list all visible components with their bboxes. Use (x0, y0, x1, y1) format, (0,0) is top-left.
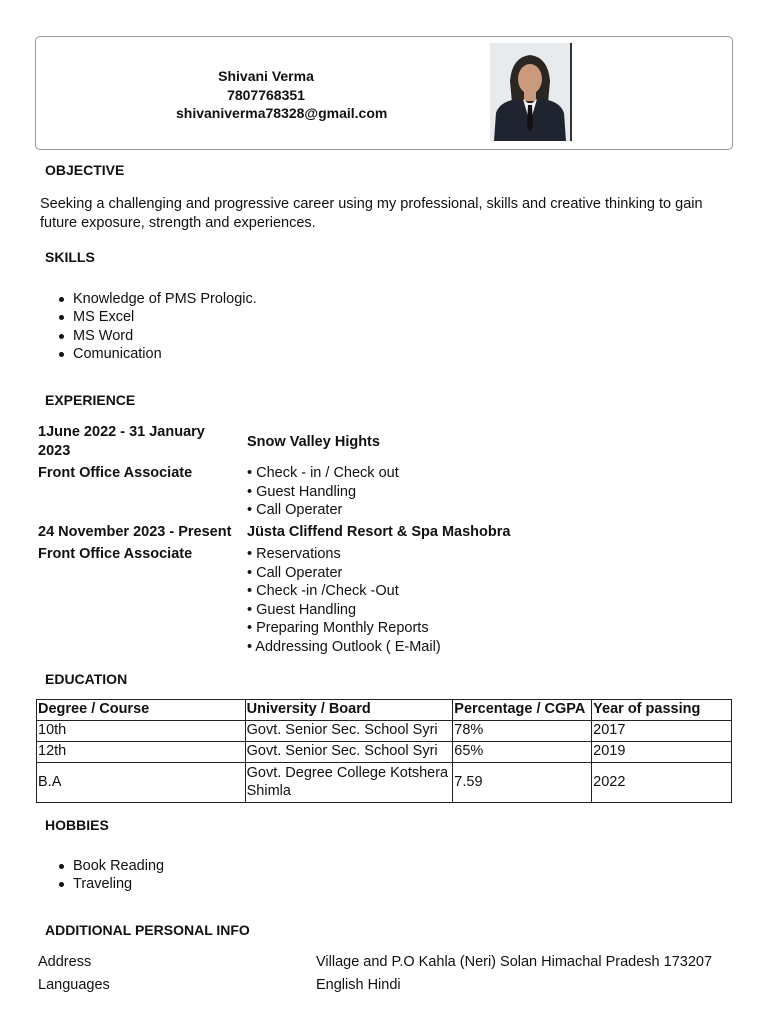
table-cell: 2019 (592, 742, 732, 763)
address-label: Address (38, 954, 92, 970)
table-cell: Govt. Senior Sec. School Syri (245, 721, 453, 742)
job-company: Snow Valley Hights (247, 434, 380, 450)
table-cell: 2017 (592, 721, 732, 742)
job-duty: • Guest Handling (247, 601, 357, 618)
skill-item: Comunication (73, 345, 257, 363)
job-duties (247, 464, 399, 520)
table-cell: B.A (37, 763, 246, 803)
hobbies-heading: HOBBIES (45, 817, 109, 833)
table-cell: Govt. Degree College Kotshera Shimla (245, 763, 453, 803)
job-duties (247, 545, 441, 656)
objective-heading: OBJECTIVE (45, 162, 125, 178)
job-duty: • Call Operater (247, 502, 343, 518)
languages-value: English Hindi (316, 977, 401, 993)
job-role: Front Office Associate (38, 465, 193, 481)
job-role: Front Office Associate (38, 546, 193, 562)
phone-number: 7807768351 (227, 86, 305, 103)
profile-photo-image (490, 43, 570, 141)
table-cell: Govt. Senior Sec. School Syri (245, 742, 453, 763)
candidate-name: Shivani Verma (218, 68, 314, 84)
table-cell: 65% (453, 742, 592, 763)
column-header: Year of passing (592, 700, 732, 721)
table-cell: 7.59 (453, 763, 592, 803)
job-company: Jüsta Cliffend Resort & Spa Mashobra (247, 524, 511, 540)
column-header: University / Board (245, 700, 453, 721)
job-duty: • Addressing Outlook ( E-Mail) (247, 638, 441, 655)
table-header-row (37, 700, 732, 721)
hobby-item: Book Reading (73, 858, 165, 874)
column-header: Percentage / CGPA (453, 700, 592, 721)
table-cell: 10th (37, 721, 246, 742)
job-duty: • Preparing Monthly Reports (247, 620, 429, 636)
skills-list (73, 290, 257, 363)
email-address: shivaniverma78328@gmail.com (176, 105, 388, 121)
languages-label: Languages (38, 977, 110, 993)
table-row (37, 742, 732, 763)
job-duty: • Reservations (247, 546, 341, 562)
column-header: Degree / Course (37, 700, 246, 721)
experience-heading: EXPERIENCE (45, 392, 136, 408)
table-row (37, 721, 732, 742)
hobbies-list (73, 857, 164, 894)
address-value: Village and P.O Kahla (Neri) Solan Himachal Pradesh 173207 (316, 954, 713, 970)
personal-info-heading: ADDITIONAL PERSONAL INFO (45, 922, 250, 938)
job-dates: 1June 2022 - 31 January 2023 (38, 424, 205, 459)
education-heading: EDUCATION (45, 671, 128, 687)
contact-header (35, 36, 733, 150)
skill-item: Knowledge of PMS Prologic. (73, 291, 257, 307)
objective-text: Seeking a challenging and progressive career using my professional, skills and creative thinking to gain future exposure, strength and experiences. (40, 196, 703, 231)
contact-block (176, 67, 388, 123)
job-duty: • Check - in / Check out (247, 465, 399, 481)
job-dates: 24 November 2023 - Present (38, 524, 232, 540)
job-duty: • Call Operater (247, 564, 343, 581)
skill-item: MS Excel (73, 308, 257, 326)
table-cell: 2022 (592, 763, 732, 803)
table-cell: 12th (37, 742, 246, 763)
job-duty: • Guest Handling (247, 483, 357, 500)
table-row (37, 763, 732, 803)
job-duty: • Check -in /Check -Out (247, 583, 399, 599)
table-cell: 78% (453, 721, 592, 742)
education-table (36, 699, 732, 803)
skill-item: MS Word (73, 327, 257, 345)
hobby-item: Traveling (73, 875, 164, 893)
profile-photo (490, 43, 572, 141)
skills-heading: SKILLS (45, 249, 95, 265)
